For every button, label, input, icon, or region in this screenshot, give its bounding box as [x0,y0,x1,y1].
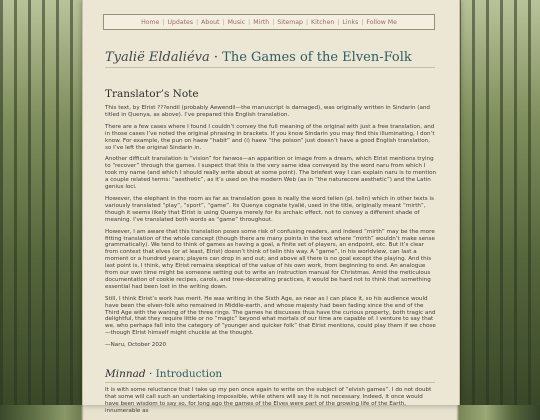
nav-separator: | [248,18,251,26]
title-divider [105,67,435,68]
page-title [105,50,412,65]
nav-separator: | [162,18,165,26]
forest-background-right [458,0,540,405]
section-divider [105,382,435,383]
paragraph: There are a few cases where I found I couldn’t convey the full meaning of the original with just a free translation, and in those cases I’ve noted the original phrasing in brackets. If you know Sindarin you may find this illuminating, I don’t know. For example, the pun on haew “habit” and (i) haew “the poison” just doesn’t have a good English translation, so I’ve left the original Sindarin in. [105,123,435,151]
paragraph: However, the elephant in the room as far as translation goes is really the word telien (pl. telin) which in other texts is variously translated “play”, “sport”, “game”. Its Quenya cognate tyalië, used in the title, originally meant “mirth”, though it seems likely that Elrist is using Quenya merely for its archaic effect, not to convey a different shade of meaning. I’ve translated both words as “game” throughout. [105,195,434,223]
heading-separator: · [148,368,153,380]
heading-introduction: Introduction [155,368,223,380]
signature: —Naru, October 2020 [105,342,167,349]
paragraph: This text, by Elrist ???endil (probably Aewendil—the manuscript is damaged), was originally written in Sindarin (and titled in Quenya, as above). I’ve prepared this English translation. [105,105,430,118]
nav-links[interactable]: Links [342,18,359,26]
nav-separator: | [222,18,225,26]
section-heading-introduction [105,368,222,380]
site-name: Tyalië Eldaliéva [105,50,210,65]
site-subtitle: The Games of the Elven-Folk [222,50,412,65]
section-heading-translators-note: Translator’s Note [105,88,199,100]
nav-follow-me[interactable]: Follow Me [366,18,397,26]
translators-note-body [105,105,437,354]
nav-mirth[interactable]: Mirth [253,18,270,26]
nav-separator: | [272,18,275,26]
nav-separator: | [196,18,199,26]
paragraph: However, I am aware that this translation poses some risk of confusing readers, and indeed “mirth” may be the more fitting translation of the whole concept (though there are many points in the text where “mirth” wouldn’t make sense grammatically). We tend to think of games as having a goal, a finite set of players, an endpoint, etc. But it’s clear from context that elves (or at least, Elrist) doesn’t think of telin this way. A “game”, in his worldview, can last a moment or a hundred years; players can drop in and out; and above all there is no goal except the playing. And this last point is, I think, why Elrist remains skeptical of the value of his own work, from beginning to end. An analogue from our own time might be someone setting out to write an instruction manual for Christmas. Amid the meticulous documentation of cookie recipes, carols, and tree-decorating practices, it would be hard not to think that something essential had been lost in the writing down. [105,228,435,290]
nav-separator: | [305,18,309,26]
nav-separator: | [337,18,340,26]
introduction-body [105,387,437,420]
paragraph: Another difficult translation is “vision” for fanwos—an apparition or image from a dream, which Elrist mentions trying to “recover” through the games. I suspect that this is the very same idea conveyed by the word naru from which I took my name (and which I should really write about at some point). The briefest way I can explain naru is to mention a couple related terms: “aesthetic”, as it’s used on the modern Web (as in “the naturecore aesthetic”) and the Latin genius loci. [105,156,437,191]
heading-minnad: Minnad [105,368,146,380]
nav-about[interactable]: About [201,18,220,26]
page-content [82,0,460,414]
forest-background-left [0,0,82,405]
nav-home[interactable]: Home [141,18,160,26]
top-navigation [103,14,435,30]
nav-separator: | [361,18,364,26]
paragraph: It is with some reluctance that I take up my pen once again to write on the subject of “elvish games”. I do not doubt that some will call such an undertaking impossible, while others will say it is not necessary. Indeed, it once would have been wisdom to say so, for long ago the games of the Elves were part of the growing life of the Earth, innumerable as [105,387,432,414]
title-separator: · [213,50,219,65]
paragraph: Still, I think Elrist’s work has merit. He was writing in the Sixth Age, as near as I can place it, so his audience would have been the elven-folk who remained in Middle-earth, and whose majesty had been fading since the end of the Third Age with the waning of the three rings. The games he discusses thus have the curious property, both tragic and delightful, that they require little or no “magic” beyond what mortals of our time are capable of. I venture to say that we, who perhaps fall into the category of “younger and quicker folk” that Elrist mentions, could play them if we chose—though Elrist himself might chuckle at the thought. [105,295,436,337]
nav-music[interactable]: Music [227,18,246,26]
nav-sitemap[interactable]: Sitemap [277,18,303,26]
nav-updates[interactable]: Updates [167,18,194,26]
nav-kitchen[interactable]: Kitchen [311,18,335,26]
